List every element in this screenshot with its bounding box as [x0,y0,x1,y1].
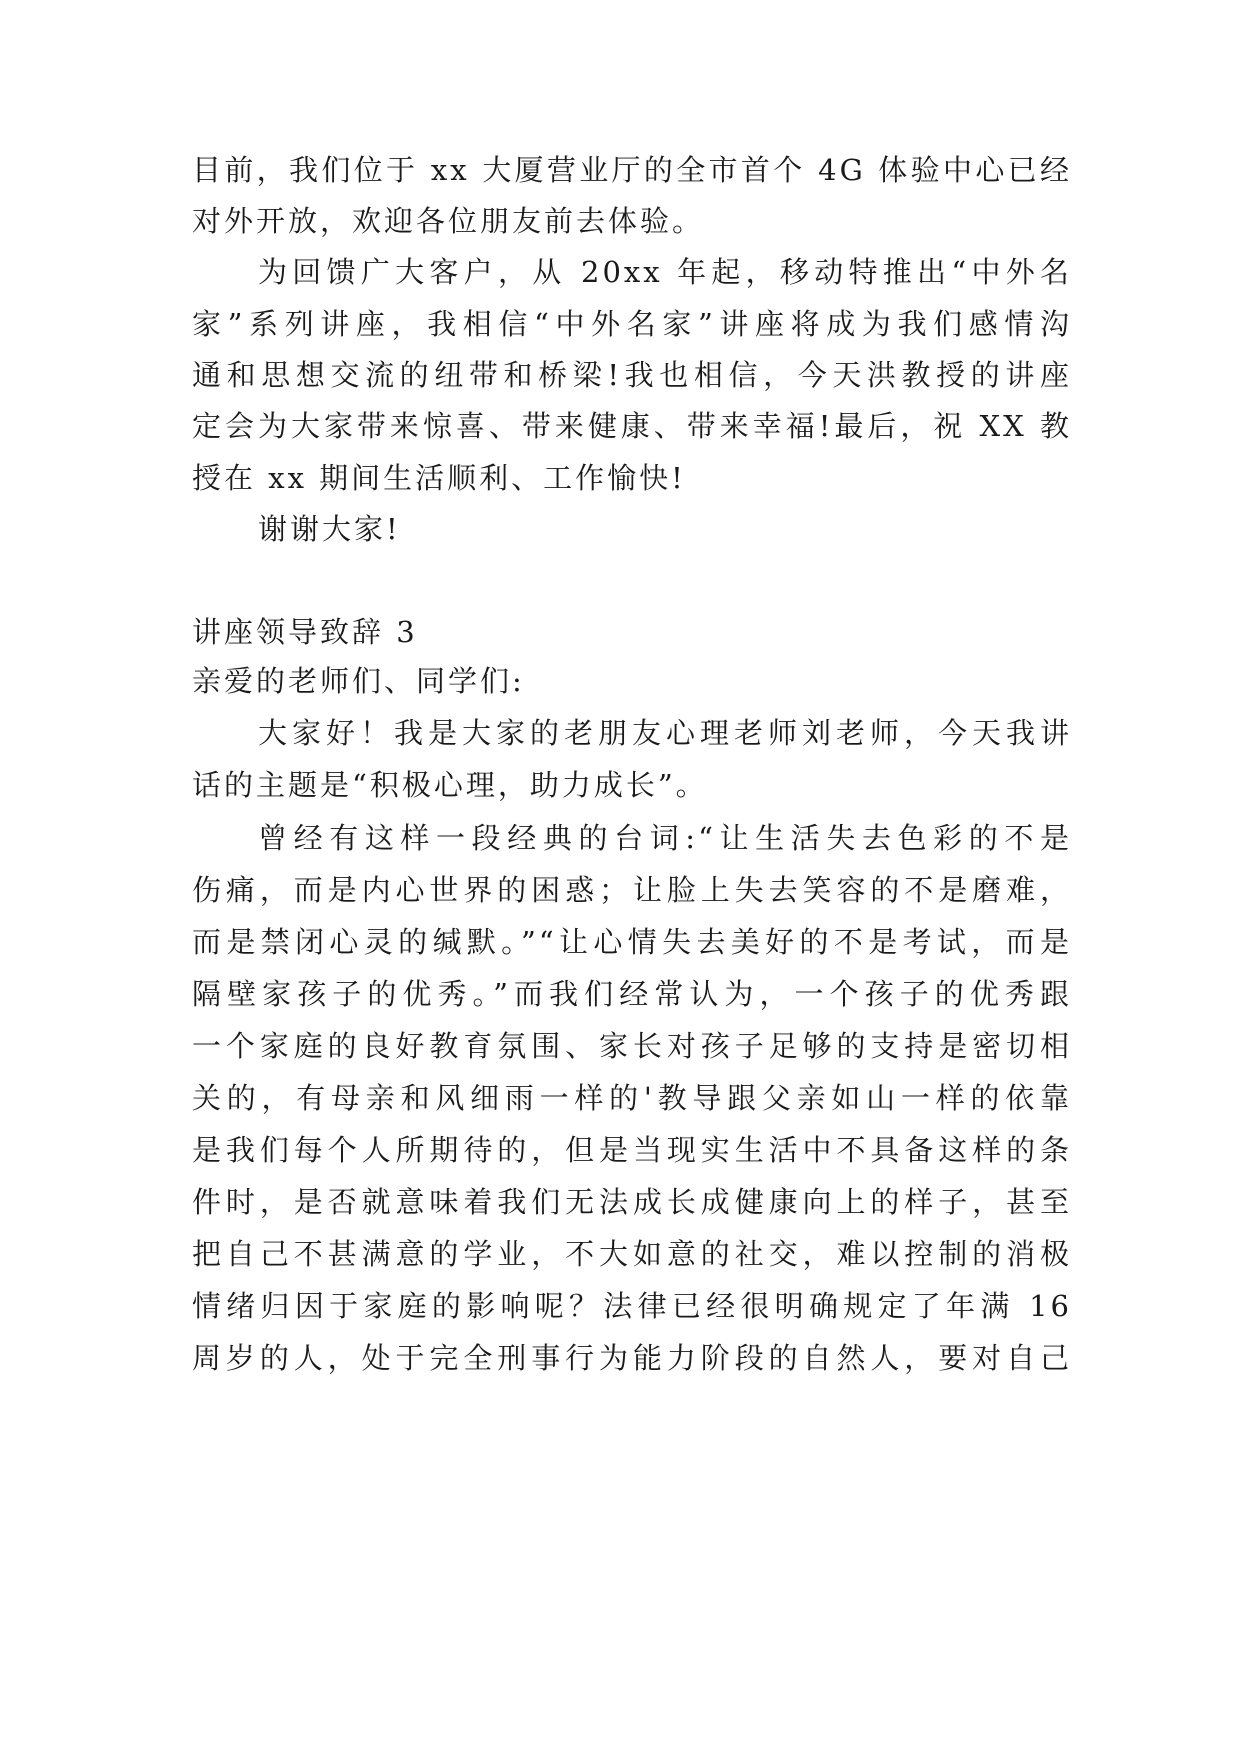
paragraph-line: 家”系列讲座，我相信“中外名家”讲座将成为我们感情沟 [192,307,1072,341]
paragraph-line: 而是禁闭心灵的缄默。”“让心情失去美好的不是考试，而是 [192,925,1072,959]
paragraph-line: 为回馈广大客户，从 20xx 年起，移动特推出“中外名 [258,255,1072,289]
salutation: 亲爱的老师们、同学们: [192,664,525,698]
paragraph-line: 定会为大家带来惊喜、带来健康、带来幸福!最后，祝 XX 教 [192,409,1072,443]
paragraph-line: 周岁的人，处于完全刑事行为能力阶段的自然人，要对自己 [192,1341,1072,1375]
paragraph-line: 是我们每个人所期待的，但是当现实生活中不具备这样的条 [192,1133,1072,1167]
paragraph-line: 一个家庭的良好教育氛围、家长对孩子足够的支持是密切相 [192,1029,1072,1063]
paragraph-line: 隔壁家孩子的优秀。”而我们经常认为，一个孩子的优秀跟 [192,977,1072,1011]
paragraph-line: 话的主题是“积极心理，助力成长”。 [192,768,708,802]
paragraph-line: 件时，是否就意味着我们无法成长成健康向上的样子，甚至 [192,1185,1072,1219]
paragraph-line: 情绪归因于家庭的影响呢？法律已经很明确规定了年满 16 [192,1289,1072,1323]
paragraph-line: 关的，有母亲和风细雨一样的'教导跟父亲如山一样的依靠 [192,1081,1072,1115]
paragraph-line: 对外开放，欢迎各位朋友前去体验。 [192,204,705,238]
paragraph-line: 授在 xx 期间生活顺利、工作愉快! [192,461,686,495]
paragraph-line: 目前，我们位于 xx 大厦营业厅的全市首个 4G 体验中心已经 [192,153,1072,187]
paragraph-line: 把自己不甚满意的学业，不大如意的社交，难以控制的消极 [192,1237,1072,1271]
section-title: 讲座领导致辞 3 [192,615,418,649]
paragraph-line: 伤痛，而是内心世界的困惑；让脸上失去笑容的不是磨难， [192,873,1072,907]
paragraph-line: 大家好！我是大家的老朋友心理老师刘老师，今天我讲 [258,716,1072,750]
paragraph-line: 通和思想交流的纽带和桥梁!我也相信，今天洪教授的讲座 [192,358,1072,392]
paragraph-line: 谢谢大家! [258,512,401,546]
paragraph-line: 曾经有这样一段经典的台词:“让生活失去色彩的不是 [258,821,1072,855]
